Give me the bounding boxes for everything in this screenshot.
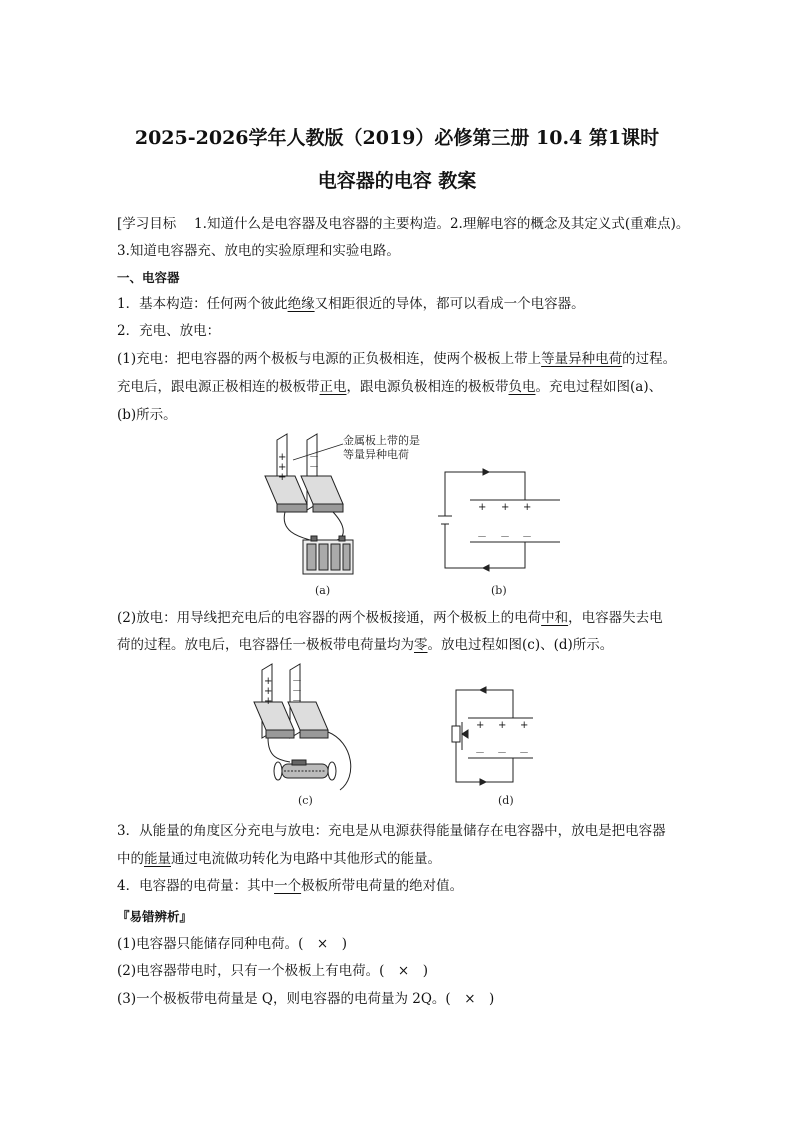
discharge-line1-prefix: (2)放电：用导线把充电后的电容器的两个极板接通，两个极板上的电荷 [117,610,542,626]
discharge-line2-suffix: 。放电过程如图(c)、(d)所示。 [427,637,614,653]
svg-text:+: + [501,502,510,513]
analysis-item-3: (3)一个极板带电荷量是 Q，则电容器的电荷量为 2Q。( × ) [117,991,495,1007]
item4-suffix: 极板所带电荷量的绝对值。 [301,878,464,894]
item3-prefix: 中的 [117,851,144,867]
item3-line2 [117,849,441,869]
annotation-line2: 等量异种电荷 [343,448,409,461]
item3-line1: 3．从能量的角度区分充电与放电：充电是从电源获得能量储存在电容器中，放电是把电容器 [117,823,666,839]
svg-text:－: － [477,532,487,543]
charge-line2-prefix: 充电后，跟电源正极相连的极板带 [117,379,320,395]
circuit-b-signs [477,502,532,543]
charge-line1-prefix: (1)充电：把电容器的两个极板与电源的正负极相连，使两个极板上带上 [117,351,542,367]
analysis-item-2: (2)电容器带电时，只有一个极板上有电荷。( × ) [117,963,428,979]
item1-prefix: 1．基本构造：任何两个彼此 [117,296,288,312]
item1-structure [117,294,585,314]
objectives-line2: 3.知道电容器充、放电的实验原理和实验电路。 [117,243,400,259]
charge-line2-suffix: 。充电过程如图(a)、 [535,379,663,395]
discharge-plate-signs [264,676,302,707]
figure-label-c: (c) [298,794,313,807]
figure-label-b: (b) [491,584,507,597]
svg-text:－: － [292,696,302,707]
annotation-line1: 金属板上带的是 [343,434,420,447]
doc-title-line2: 电容器的电容 教案 [317,170,477,192]
objectives-line1: [学习目标 1.知道什么是电容器及电容器的主要构造。2.理解电容的概念及其定义式(重难点)。 [117,216,690,232]
svg-text:+: + [264,676,273,687]
item1-suffix: 又相距很近的导体，都可以看成一个电容器。 [314,296,585,312]
discharge-line1-suffix: ，电容器失去电 [568,610,663,626]
svg-text:－: － [309,452,319,463]
svg-text:+: + [498,720,507,731]
svg-text:+: + [278,452,287,463]
analysis-heading: 『易错辨析』 [117,909,193,924]
rheostat-illustration [274,760,336,780]
svg-text:+: + [278,472,287,483]
svg-text:－: － [519,748,529,759]
charge-line1-suffix: 的过程。 [622,351,677,367]
discharge-line1-underline: 中和 [541,610,569,626]
charge-line3: (b)所示。 [117,407,177,423]
svg-text:－: － [522,532,532,543]
item4-underline: 一个 [274,878,302,894]
svg-text:－: － [309,462,319,473]
svg-text:－: － [497,748,507,759]
svg-text:+: + [264,686,273,697]
discharge-wire-right [328,732,351,790]
svg-text:+: + [520,720,529,731]
svg-text:－: － [292,686,302,697]
wire-left [284,512,310,540]
figure-label-a: (a) [315,584,331,597]
svg-text:+: + [476,720,485,731]
charge-line2-underline2: 负电 [508,379,536,395]
svg-text:+: + [478,502,487,513]
figure-charging [255,432,565,602]
figure-discharging [248,662,568,810]
charge-line1-underline: 等量异种电荷 [541,351,623,367]
section1-heading: 一、电容器 [117,270,180,285]
discharge-line1 [117,608,663,628]
plate-signs [278,452,319,483]
discharge-line2 [117,635,613,655]
circuit-d-signs [475,720,529,759]
svg-text:+: + [264,696,273,707]
item4-prefix: 4．电容器的电荷量：其中 [117,878,275,894]
svg-text:－: － [292,676,302,687]
figure-label-d: (d) [498,794,514,807]
svg-text:－: － [475,748,485,759]
battery-illustration [303,536,353,574]
item3-underline: 能量 [144,851,171,867]
discharge-line2-underline: 零 [414,637,428,653]
item3-suffix: 通过电流做功转化为电路中其他形式的能量。 [171,851,441,867]
doc-title-line1: 2025-2026学年人教版（2019）必修第三册 10.4 第1课时 [134,127,660,149]
svg-text:+: + [278,462,287,473]
charging-circuit-diagram [438,469,560,571]
item4 [117,876,463,896]
charge-line2-mid: ，跟电源负极相连的极板带 [346,379,509,395]
discharge-wire-left [268,738,290,762]
svg-text:－: － [500,532,510,543]
discharge-circuit-diagram [452,687,533,785]
charge-line1 [117,349,676,369]
item2-heading: 2．充电、放电： [117,323,221,339]
charge-line2-underline1: 正电 [319,379,347,395]
svg-text:+: + [523,502,532,513]
svg-text:－: － [309,472,319,483]
discharge-line2-prefix: 荷的过程。放电后，电容器任一极板带电荷量均为 [117,637,414,653]
analysis-item-1: (1)电容器只能储存同种电荷。( × ) [117,936,347,952]
item1-underline: 绝缘 [287,296,315,312]
charge-line2 [117,377,662,397]
capacitor-plates-illustration [265,434,343,512]
